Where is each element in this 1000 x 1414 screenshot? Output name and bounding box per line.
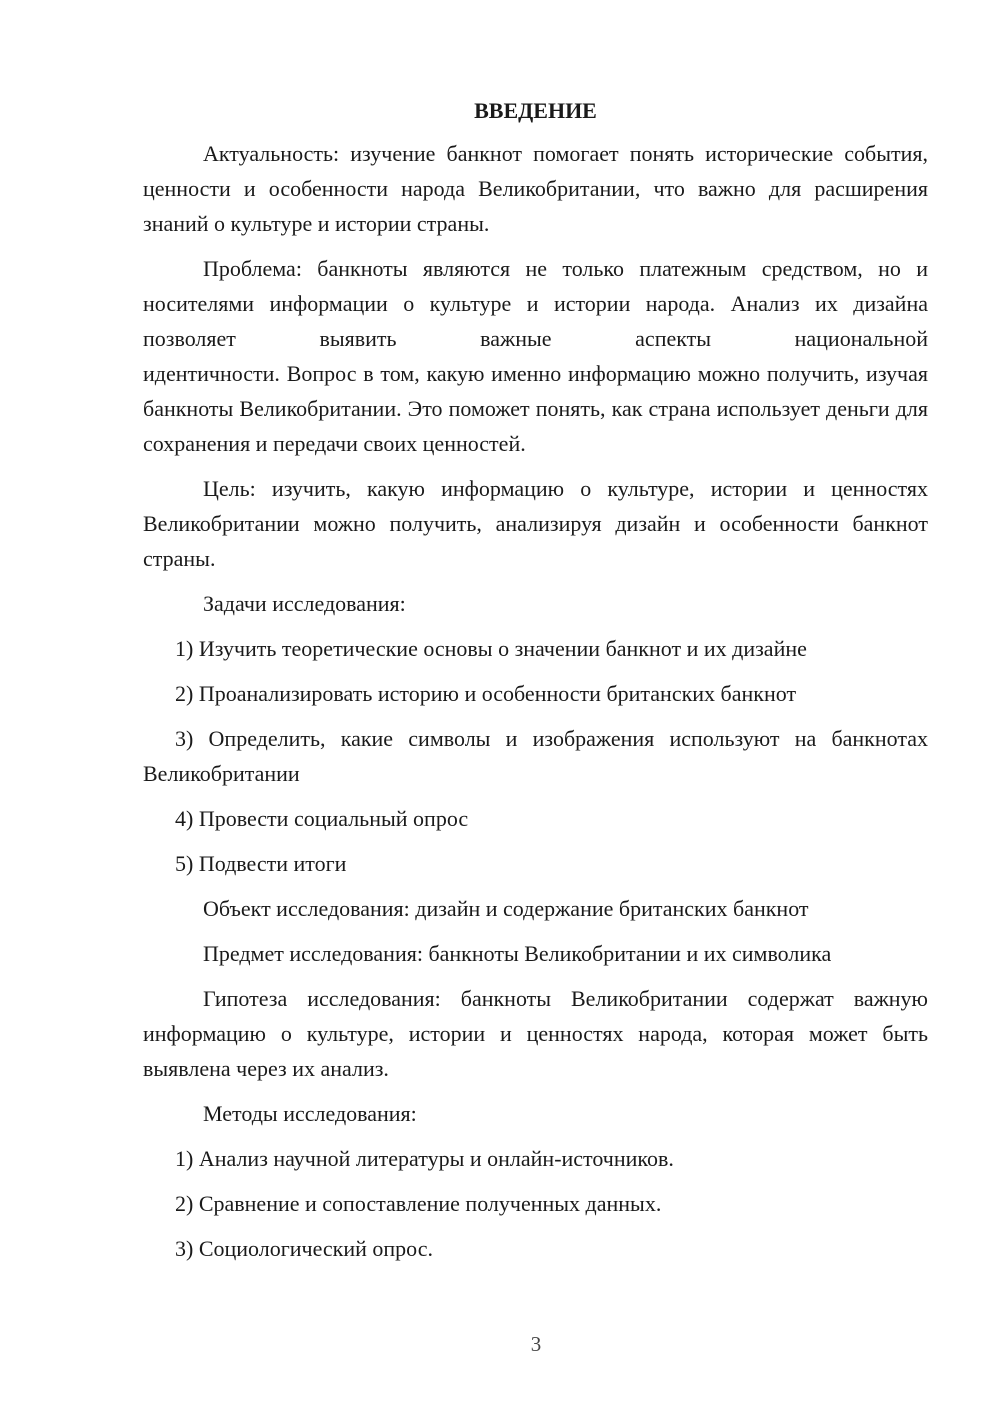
tasks-heading: Задачи исследования: <box>203 591 406 616</box>
relevance-paragraph: Актуальность: изучение банкнот помогает понять исторические события, ценности и особенности народа Великобритании, что важно для расширения знаний о культуре и истории страны. <box>143 141 928 236</box>
goal-paragraph: Цель: изучить, какую информацию о культуре, истории и ценностях Великобритании можно получить, анализируя дизайн и особенности банкнот страны. <box>143 476 928 571</box>
methods-heading: Методы исследования: <box>203 1101 417 1126</box>
section-title: ВВЕДЕНИЕ <box>474 98 597 123</box>
method-item-1: 1) Анализ научной литературы и онлайн-источников. <box>175 1146 674 1171</box>
task-item-3: 3) Определить, какие символы и изображения используют на банкнотах Великобритании <box>143 726 928 786</box>
problem-paragraph <box>143 251 928 461</box>
method-item-3: 3) Социологический опрос. <box>175 1236 433 1261</box>
task-item-4: 4) Провести социальный опрос <box>175 806 469 831</box>
document-page <box>143 96 928 1276</box>
problem-paragraph-part-2: идентичности. Вопрос в том, какую именно информацию можно получить, изучая банкноты Великобритании. Это поможет понять, как страна использует деньги для сохранения и передачи своих ценностей. <box>143 361 928 456</box>
problem-paragraph-part-1: Проблема: банкноты являются не только платежным средством, но и носителями информации о культуре и истории народа. Анализ их дизайна позволяет выявить важные аспекты национальной <box>143 256 928 351</box>
task-item-2: 2) Проанализировать историю и особенности британских банкнот <box>175 681 797 706</box>
page-number: 3 <box>530 1332 542 1356</box>
method-item-2: 2) Сравнение и сопоставление полученных данных. <box>175 1191 662 1216</box>
task-item-1: 1) Изучить теоретические основы о значении банкнот и их дизайне <box>175 636 807 661</box>
subject-paragraph: Предмет исследования: банкноты Великобритании и их символика <box>203 941 832 966</box>
task-item-5: 5) Подвести итоги <box>175 851 347 876</box>
object-paragraph: Объект исследования: дизайн и содержание британских банкнот <box>203 896 809 921</box>
hypothesis-paragraph: Гипотеза исследования: банкноты Великобритании содержат важную информацию о культуре, истории и ценностях народа, которая может быть выявлена через их анализ. <box>143 986 928 1081</box>
